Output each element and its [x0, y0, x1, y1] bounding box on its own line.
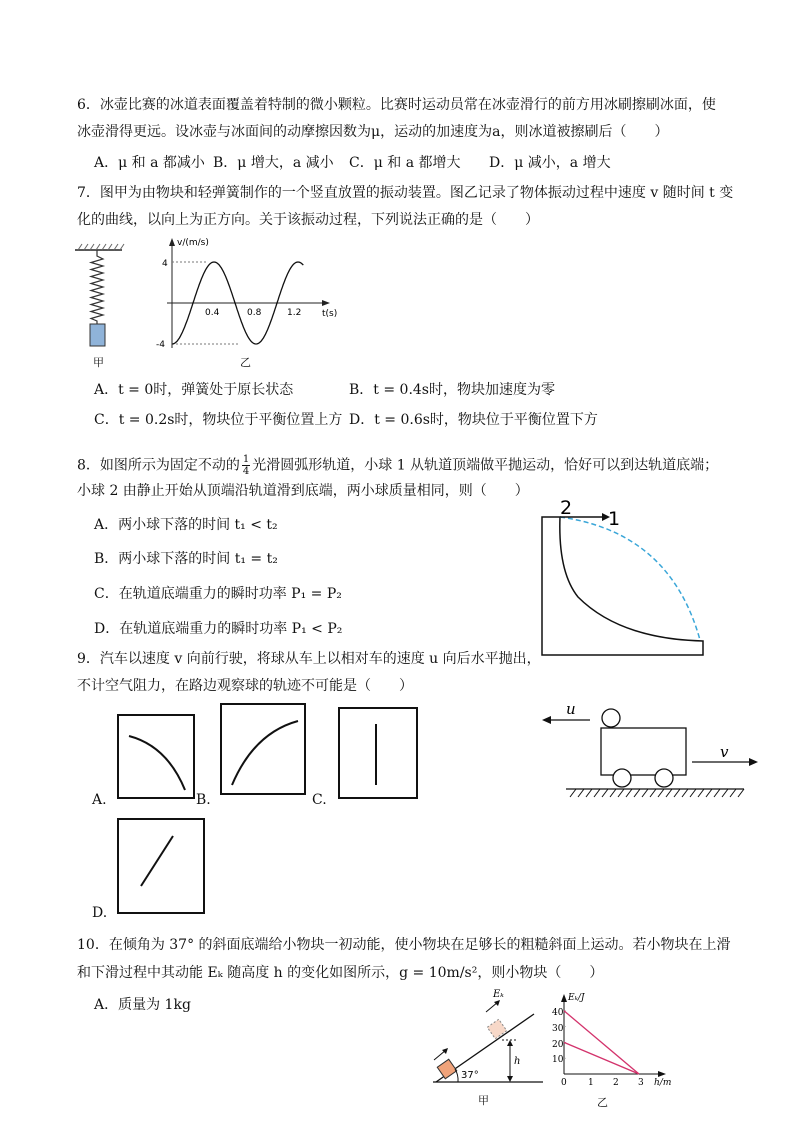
q6-option-b: B．μ 增大，a 减小 [213, 155, 334, 171]
angle-label: 37° [461, 1070, 479, 1081]
ground-hatch-line [738, 789, 744, 797]
option-b-box [220, 703, 306, 795]
q7-line2: 化的曲线，以向上为正方向。关于该振动过程，下列说法正确的是（ ） [77, 212, 539, 228]
ground-hatch-line [570, 789, 576, 797]
ground-hatch-line [698, 789, 704, 797]
vt-xtick-0.8: 0.8 [247, 308, 262, 318]
car-figure [540, 700, 770, 805]
ekh-ylabel: Eₖ/J [568, 993, 585, 1003]
vt-graph [156, 236, 338, 351]
q6-option-c: C．μ 和 a 都增大 [349, 155, 461, 171]
q8-frac-num: 1 [242, 454, 250, 465]
q8-option-b: B．两小球下落的时间 t₁ = t₂ [94, 551, 278, 567]
option-a-label: A. [92, 792, 107, 808]
q6-option-d: D．μ 减小，a 增大 [489, 155, 611, 171]
car-wheel-rear [613, 769, 631, 787]
ground-hatch-line [578, 789, 584, 797]
block-top [487, 1019, 506, 1038]
option-c-label: C. [312, 792, 327, 808]
u-label: u [566, 700, 576, 718]
ground-hatch-line [618, 789, 624, 797]
q10-line2: 和下滑过程中其动能 Eₖ 随高度 h 的变化如图所示，g = 10m/s²，则小物块（ ） [77, 965, 604, 981]
h-label: h [514, 1056, 521, 1067]
ground-hatch-line [722, 789, 728, 797]
projectile-path [560, 517, 700, 640]
ground-hatch-line [610, 789, 616, 797]
ek-label: Eₖ [493, 989, 504, 1000]
q8-fraction [242, 454, 250, 477]
q8-line1-pre: 8．如图所示为固定不动的 [77, 457, 240, 474]
car-wheel-front [655, 769, 673, 787]
option-a-box [117, 714, 197, 800]
vt-ytick-4: 4 [162, 259, 168, 269]
ekh-xtick-2: 2 [613, 1078, 619, 1088]
fig10-yi-label: 乙 [597, 1096, 608, 1109]
q8-option-c: C．在轨道底端重力的瞬时功率 P₁ = P₂ [94, 586, 342, 602]
ball-1-label: 1 [608, 508, 621, 530]
vt-ylabel: v/(m/s) [177, 238, 209, 248]
option-b-label: B. [196, 792, 211, 808]
q10-line1: 10．在倾角为 37° 的斜面底端给小物块一初动能，使小物块在足够长的粗糙斜面上运动。若小物块在上滑 [77, 937, 731, 953]
ground-hatch-line [650, 789, 656, 797]
ground-hatch-line [682, 789, 688, 797]
trajectory-d [141, 836, 173, 886]
q9-line1: 9．汽车以速度 v 向前行驶，将球从车上以相对车的速度 u 向后水平抛出， [77, 651, 541, 667]
q8-option-a: A．两小球下落的时间 t₁ < t₂ [94, 517, 278, 533]
ground-hatch-line [658, 789, 664, 797]
v-label: v [720, 743, 729, 761]
trajectory-b [232, 721, 298, 785]
ek-line-downward [564, 1042, 639, 1074]
q7-option-a: A．t = 0时，弹簧处于原长状态 [94, 382, 294, 398]
arc-track [542, 517, 703, 655]
ground-hatch-line [706, 789, 712, 797]
spring [91, 250, 103, 324]
vt-xtick-0.4: 0.4 [205, 308, 220, 318]
ground-hatch-line [690, 789, 696, 797]
vt-ytick-neg4: -4 [156, 340, 165, 350]
ground-hatch-line [602, 789, 608, 797]
q8-line1 [77, 454, 718, 477]
car-body [601, 728, 686, 775]
ek-h-graph [550, 992, 680, 1087]
fig10-jia-label: 甲 [478, 1094, 489, 1107]
ground-hatch-line [674, 789, 680, 797]
vt-xtick-1.2: 1.2 [287, 308, 302, 318]
q7-line1: 7．图甲为由物块和轻弹簧制作的一个竖直放置的振动装置。图乙记录了物体振动过程中速度 v 随时间 t 变 [77, 185, 734, 201]
q8-frac-den: 4 [242, 466, 250, 477]
q6-line2: 冰壶滑得更远。设冰壶与冰面间的动摩擦因数为μ，运动的加速度为a，则冰道被擦刷后（ ） [77, 124, 669, 140]
ekh-xtick-1: 1 [588, 1078, 594, 1088]
trajectory-a [129, 736, 185, 790]
block-bottom [437, 1059, 456, 1078]
q8-option-d: D．在轨道底端重力的瞬时功率 P₁ < P₂ [94, 621, 343, 637]
ground-hatch-line [634, 789, 640, 797]
ekh-ytick-20: 20 [552, 1040, 564, 1050]
q7-option-d: D．t = 0.6s时，物块位于平衡位置下方 [349, 412, 598, 428]
fig-yi-label: 乙 [240, 356, 251, 369]
ground-hatch-line [594, 789, 600, 797]
q9-line2: 不计空气阻力，在路边观察球的轨迹不可能是（ ） [77, 678, 413, 694]
ground-hatch-line [666, 789, 672, 797]
q6-option-a: A．μ 和 a 都减小 [94, 155, 205, 171]
ground-hatch-line [626, 789, 632, 797]
fig-jia-label: 甲 [93, 356, 104, 369]
ground-hatch-line [730, 789, 736, 797]
arc-track-figure [530, 497, 710, 662]
option-c-box [338, 707, 418, 799]
mass-block [90, 324, 105, 346]
ekh-ytick-40: 40 [552, 1008, 564, 1018]
ekh-ytick-10: 10 [552, 1055, 564, 1065]
q8-line2: 小球 2 由静止开始从顶端沿轨道滑到底端，两小球质量相同，则（ ） [77, 483, 529, 499]
ball [602, 709, 620, 727]
option-d-label: D. [92, 905, 108, 921]
ball-2-label: 2 [560, 497, 573, 519]
vt-xlabel: t(s) [322, 309, 338, 319]
ekh-xlabel: h/m [654, 1078, 672, 1088]
q7-option-c: C．t = 0.2s时，物块位于平衡位置上方 [94, 412, 343, 428]
incline-figure [428, 989, 548, 1087]
ekh-xtick-0: 0 [561, 1078, 567, 1088]
ekh-xtick-3: 3 [638, 1078, 644, 1088]
ground-hatch-line [642, 789, 648, 797]
ground-hatch-line [714, 789, 720, 797]
spring-device-figure [70, 242, 130, 367]
ek-line-upward [564, 1011, 639, 1074]
option-d-box [117, 818, 205, 914]
q6-line1: 6．冰壶比赛的冰道表面覆盖着特制的微小颗粒。比赛时运动员常在冰壶滑行的前方用冰刷擦刷冰面，使 [77, 97, 716, 113]
q10-option-a: A．质量为 1kg [94, 997, 191, 1013]
q8-line1-post: 光滑圆弧形轨道，小球 1 从轨道顶端做平抛运动，恰好可以到达轨道底端； [252, 457, 719, 474]
q7-option-b: B．t = 0.4s时，物块加速度为零 [349, 382, 555, 398]
ekh-ytick-30: 30 [552, 1024, 564, 1034]
ground-hatch-line [586, 789, 592, 797]
